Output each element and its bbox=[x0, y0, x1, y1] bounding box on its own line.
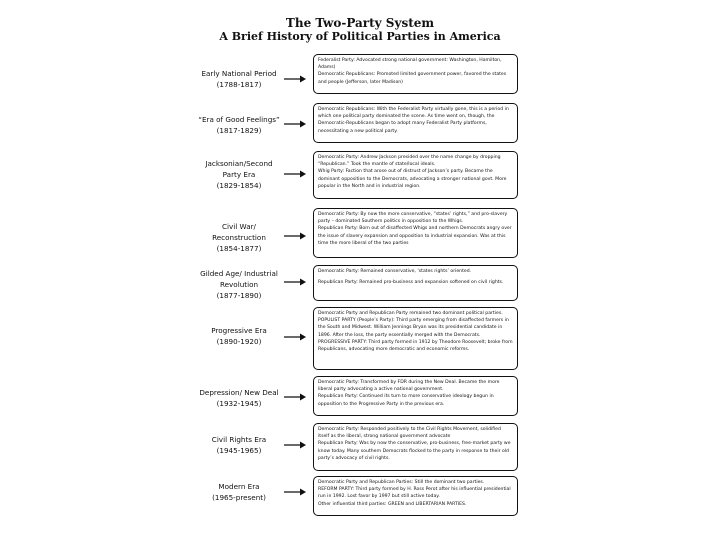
era-label: Early National Period (1788-1817) bbox=[201, 69, 277, 89]
era-description: Democratic Party: Andrew Jackson presided over the name change by dropping “Republican.” Took the mantle of state/local ideals. Whig Party: Faction that arose out of distrust of Jackson’s party. Became the dominant opposition to the Democrats, advocating a stronger national govt. More popular in the North and in industrial region. bbox=[313, 151, 518, 199]
era-description: Democratic Party and Republican Party remained two dominant political parties. POPULIST PARTY (People’s Party): Third party emerging from disaffected farmers in the South and Midwest. William Jennings Bryan was its presidential candidate in 1896. After the loss, the party essentially merged with the Democrats. PROGRESSIVE PARTY: Third party formed in 1912 by Theodore Roosevelt; broke from Republicans, advocating more democratic and economic reforms. bbox=[313, 307, 518, 370]
arrow-right-icon bbox=[284, 278, 306, 286]
arrow-right-icon bbox=[284, 170, 306, 178]
era-description: Democratic Party: Responded positively to the Civil Rights Movement, solidified itself as the liberal, strong national government advocate Republican Party: Was by now the conservative, pro-business, free-market party we know today. Many southern Democrats flocked to the party in response to their old party’s advocacy of civil rights. bbox=[313, 423, 518, 471]
arrow-right-icon bbox=[284, 232, 306, 240]
page-subtitle: A Brief History of Political Parties in America bbox=[219, 30, 501, 43]
era-label: Civil War/ Reconstruction (1854-1877) bbox=[212, 222, 266, 253]
era-description: Democratic Republicans: With the Federalist Party virtually gone, this is a period in which one political party dominated the scene. As time went on, though, the Democratic-Republicans began to adopt many Federalist Party platforms, necessitating a new political party. bbox=[313, 103, 518, 143]
era-label: “Era of Good Feelings” (1817-1829) bbox=[198, 115, 280, 135]
arrow-right-icon bbox=[284, 333, 306, 341]
page-title: The Two-Party System bbox=[285, 16, 435, 30]
era-label: Progressive Era (1890-1920) bbox=[211, 326, 267, 346]
era-label: Jacksonian/Second Party Era (1829-1854) bbox=[205, 159, 273, 190]
era-description: Federalist Party: Advocated strong national government: Washington, Hamilton, Adams) Democratic Republicans: Promoted limited government power, favored the states and people (Jefferson, later Madison) bbox=[313, 54, 518, 94]
arrow-right-icon bbox=[284, 488, 306, 496]
arrow-right-icon bbox=[284, 75, 306, 83]
era-label: Civil Rights Era (1945-1965) bbox=[211, 435, 267, 455]
era-description: Democratic Party: By now the more conservative, “states’ rights,” and pro-slavery party – dominated Southern politics in opposition to the Whigs. Republican Party: Born out of disaffected Whigs and northern Democrats angry over the issue of slavery expansion and opposition to industrial expansion. Was at this time the more liberal of the two parties bbox=[313, 208, 518, 258]
arrow-right-icon bbox=[284, 393, 306, 401]
era-label: Gilded Age/ Industrial Revolution (1877-1890) bbox=[200, 269, 278, 300]
era-description: Democratic Party: Remained conservative, ‘states rights’ oriented. Republican Party: Remained pro-business and expansion softened on civil rights. bbox=[313, 265, 518, 301]
arrow-right-icon bbox=[284, 441, 306, 449]
era-description: Democratic Party: Transformed by FDR during the New Deal. Became the more liberal party advocating a active national government. Republican Party: Continued its turn to more conservative ideology begun in opposition to the Progressive Party in the previous era. bbox=[313, 376, 518, 416]
era-label: Depression/ New Deal (1932-1945) bbox=[199, 388, 279, 408]
arrow-right-icon bbox=[284, 120, 306, 128]
era-label: Modern Era (1965-present) bbox=[212, 482, 266, 502]
era-description: Democratic Party and Republican Parties: Still the dominant two parties. REFORM PARTY: Third party formed by H. Ross Perot after his influential presidential run in 1992. Lost favor by 1997 but still active today. Other influential third parties: GREEN and LIBERTARIAN PARTIES. bbox=[313, 476, 518, 516]
